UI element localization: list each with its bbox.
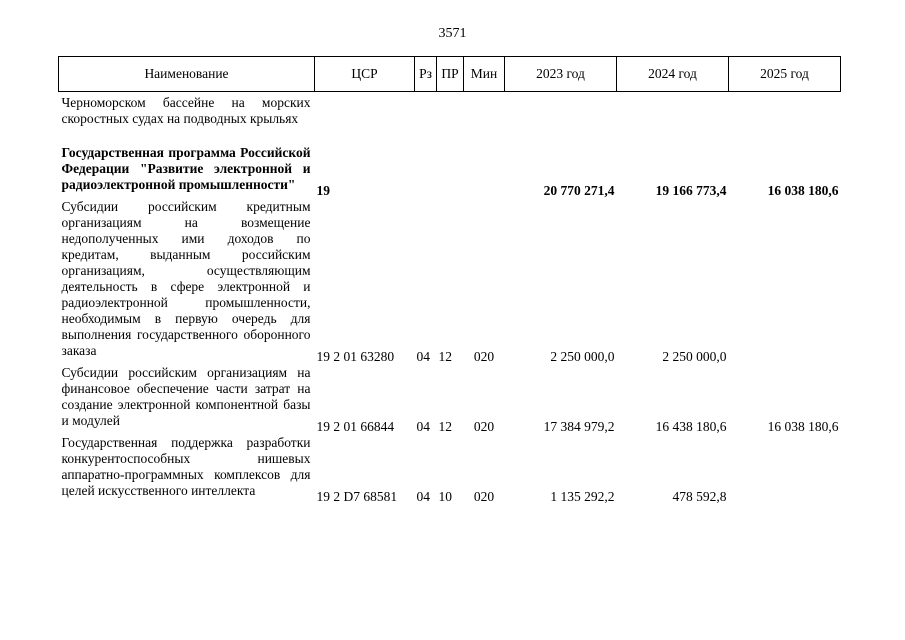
page-number: 3571 bbox=[438, 26, 467, 41]
row-2023: 20 770 271,4 bbox=[543, 183, 615, 198]
row-min: 020 bbox=[473, 489, 495, 504]
row-2025 bbox=[729, 199, 841, 365]
row-name: Государственная поддержка разработки конкурентоспособных нишевых аппаратно-программных комплексов для целей искусственного интеллекта bbox=[61, 435, 311, 498]
header-min: Мин bbox=[464, 57, 505, 92]
row-rz: 04 bbox=[416, 349, 430, 364]
row-pr bbox=[437, 145, 464, 199]
row-2023: 1 135 292,2 bbox=[550, 489, 615, 504]
row-name: Субсидии российским кредитным организациям на возмещение недополученных ими доходов по кредитам, выданным российским организациям, осуществляющим деятельность в сфере электронной и радиоэлектронной промышленности, необходимым в первую очередь для выполнения государственного оборонного заказа bbox=[61, 199, 311, 358]
row-2024: 478 592,8 bbox=[672, 489, 727, 504]
row-2025 bbox=[729, 435, 841, 505]
row-2023: 17 384 979,2 bbox=[543, 419, 615, 434]
row-csr: 19 2 01 63280 bbox=[316, 349, 395, 364]
row-2025 bbox=[729, 92, 841, 146]
row-csr: 19 bbox=[316, 183, 330, 198]
row-2025: 16 038 180,6 bbox=[767, 419, 839, 434]
row-min: 020 bbox=[473, 419, 495, 434]
row-min: 020 bbox=[473, 349, 495, 364]
table-header-row bbox=[59, 57, 841, 92]
budget-table bbox=[58, 56, 841, 505]
row-csr bbox=[315, 92, 415, 146]
header-name: Наименование bbox=[59, 57, 315, 92]
header-rz: Рз bbox=[415, 57, 437, 92]
row-2024 bbox=[617, 92, 729, 146]
row-rz bbox=[415, 92, 437, 146]
row-2023: 2 250 000,0 bbox=[550, 349, 615, 364]
row-min bbox=[464, 92, 505, 146]
row-name: Субсидии российским организациям на финансовое обеспечение части затрат на создание электронной компонентной базы и модулей bbox=[61, 365, 311, 428]
row-pr: 12 bbox=[438, 349, 452, 364]
table-row bbox=[59, 435, 841, 505]
header-2023: 2023 год bbox=[505, 57, 617, 92]
row-2024: 19 166 773,4 bbox=[655, 183, 727, 198]
row-name: Черноморском бассейне на морских скоростных судах на подводных крыльях bbox=[61, 95, 311, 126]
header-2024: 2024 год bbox=[617, 57, 729, 92]
row-2024: 2 250 000,0 bbox=[662, 349, 727, 364]
row-rz: 04 bbox=[416, 489, 430, 504]
table-row bbox=[59, 199, 841, 365]
row-2023 bbox=[505, 92, 617, 146]
row-pr: 10 bbox=[438, 489, 452, 504]
row-rz: 04 bbox=[416, 419, 430, 434]
row-2024: 16 438 180,6 bbox=[655, 419, 727, 434]
table-row bbox=[59, 92, 841, 146]
row-2025: 16 038 180,6 bbox=[767, 183, 839, 198]
row-rz bbox=[415, 145, 437, 199]
row-csr: 19 2 01 66844 bbox=[316, 419, 395, 434]
row-pr bbox=[437, 92, 464, 146]
header-csr: ЦСР bbox=[315, 57, 415, 92]
row-min bbox=[464, 145, 505, 199]
table-row bbox=[59, 365, 841, 435]
row-pr: 12 bbox=[438, 419, 452, 434]
table-row-program bbox=[59, 145, 841, 199]
header-pr: ПР bbox=[437, 57, 464, 92]
header-2025: 2025 год bbox=[729, 57, 841, 92]
row-name: Государственная программа Российской Федерации "Развитие электронной и радиоэлектронной промышленности" bbox=[61, 145, 311, 192]
row-csr: 19 2 D7 68581 bbox=[316, 489, 398, 504]
